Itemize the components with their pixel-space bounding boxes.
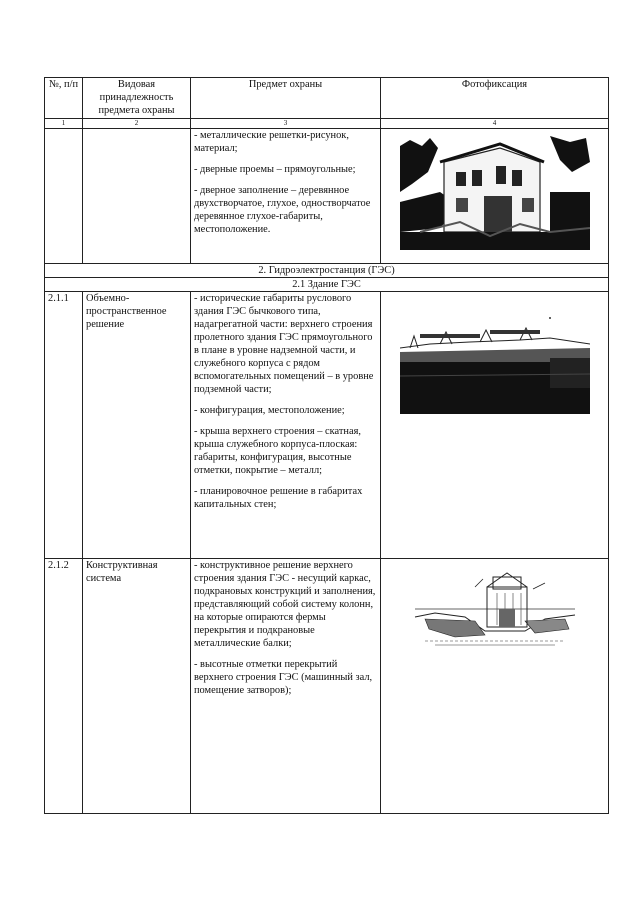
subject-item: - конфигурация, местоположение; bbox=[194, 405, 345, 416]
column-number: 3 bbox=[191, 119, 381, 129]
dam-photo bbox=[400, 314, 590, 414]
subject-item: - исторические габариты руслового здания ГЭС бычкового типа, надагрегатной части: верхнего строения пролетного здания ГЭС прямоугольного в плане в уровне надземной части, и служебного корпуса с рядом вспомогательных помещений – в уровне подземной части; bbox=[194, 293, 374, 395]
subject-item: - дверное заполнение – деревянное двухстворчатое, глухое, одностворчатое деревянное глухое-габариты, местоположение. bbox=[194, 185, 371, 235]
header-type: Видовая принадлежность предмета охраны bbox=[83, 78, 191, 119]
cross-section-drawing bbox=[405, 569, 585, 649]
section-heading-row bbox=[45, 264, 609, 278]
column-number: 4 bbox=[381, 119, 609, 129]
subject-cell bbox=[191, 559, 381, 814]
column-number: 1 bbox=[45, 119, 83, 129]
row-type-cell: Конструктивная система bbox=[83, 559, 191, 814]
protection-table bbox=[44, 77, 609, 814]
subject-cell bbox=[191, 292, 381, 559]
photo-cell bbox=[381, 292, 609, 559]
subject-item: - дверные проемы – прямоугольные; bbox=[194, 164, 356, 175]
row-type-cell: Объемно-пространственное решение bbox=[83, 292, 191, 559]
subject-item: - планировочное решение в габаритах капитальных стен; bbox=[194, 486, 363, 510]
column-number: 2 bbox=[83, 119, 191, 129]
column-number-row bbox=[45, 119, 609, 129]
photo-cell bbox=[381, 129, 609, 264]
subject-item: - конструктивное решение верхнего строения здания ГЭС - несущий каркас, подкрановых конструкций и заполнения, представляющий собой систему колонн, на которые опираются фермы перекрытия и подкрановые металлические балки; bbox=[194, 560, 376, 649]
subject-item: - высотные отметки перекрытий верхнего строения ГЭС (машинный зал, помещение затворов); bbox=[194, 659, 373, 696]
row-number-cell: 2.1.2 bbox=[45, 559, 83, 814]
row-type-cell bbox=[83, 129, 191, 264]
table-row bbox=[45, 292, 609, 559]
subsection-heading-row bbox=[45, 278, 609, 292]
table-row bbox=[45, 129, 609, 264]
header-number: №, п/п bbox=[45, 78, 83, 119]
section-heading: 2. Гидроэлектростанция (ГЭС) bbox=[45, 264, 609, 278]
header-photo: Фотофиксация bbox=[381, 78, 609, 119]
building-photo bbox=[400, 132, 590, 250]
photo-cell bbox=[381, 559, 609, 814]
table-row bbox=[45, 559, 609, 814]
subsection-heading: 2.1 Здание ГЭС bbox=[45, 278, 609, 292]
row-number-cell bbox=[45, 129, 83, 264]
header-subject: Предмет охраны bbox=[191, 78, 381, 119]
subject-item: - крыша верхнего строения – скатная, крыша служебного корпуса-плоская: габариты, конфигурация, высотные отметки, покрытие – металл; bbox=[194, 426, 361, 476]
subject-item: - металлические решетки-рисунок, материал; bbox=[194, 130, 349, 154]
row-number-cell: 2.1.1 bbox=[45, 292, 83, 559]
header-row bbox=[45, 78, 609, 119]
subject-cell bbox=[191, 129, 381, 264]
